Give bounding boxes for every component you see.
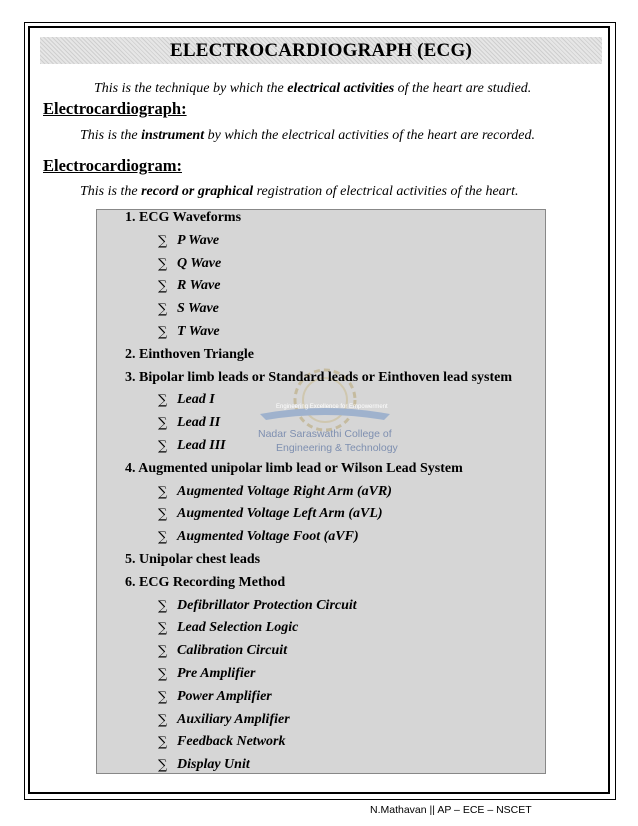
outline-subitem: S Wave [177, 301, 219, 317]
intro-text-post: of the heart are studied. [394, 81, 532, 96]
bullet-icon: ∑ [158, 279, 168, 295]
outline-item: 3. Bipolar limb leads or Standard leads or Einthoven lead system [125, 369, 512, 385]
outline-subitem: Display Unit [177, 757, 250, 773]
watermark-line1: Nadar Saraswathi College of [258, 428, 392, 440]
outline-subitem: Feedback Network [177, 734, 286, 750]
outline-subitem: Lead III [177, 438, 226, 453]
heading-electrocardiogram: Electrocardiogram: [43, 156, 182, 175]
bullet-icon: ∑ [158, 644, 168, 660]
outline-subitem: Pre Amplifier [177, 666, 256, 681]
watermark-line2: Engineering & Technology [276, 442, 398, 454]
bullet-icon: ∑ [158, 507, 168, 523]
bullet-icon: ∑ [158, 667, 168, 682]
outline-subitem: Auxiliary Amplifier [177, 711, 290, 727]
definition1-bold: instrument [141, 128, 205, 143]
bullet-icon: ∑ [158, 393, 168, 409]
outline-item: 6. ECG Recording Method [125, 574, 286, 590]
page-title: ELECTROCARDIOGRAPH (ECG) [170, 39, 472, 61]
bullet-icon: ∑ [158, 689, 168, 705]
bullet-icon: ∑ [158, 484, 168, 500]
bullet-icon: ∑ [158, 530, 168, 546]
definition2-pre: This is the [80, 184, 142, 199]
bullet-icon: ∑ [158, 325, 168, 340]
bullet-icon: ∑ [158, 256, 168, 272]
intro-text-pre: This is the technique by which the [94, 81, 288, 96]
bullet-icon: ∑ [158, 302, 168, 318]
electrocardiogram-definition [80, 184, 519, 200]
intro-text-bold: electrical activities [287, 81, 395, 96]
outline-subitem: Defibrillator Protection Circuit [177, 597, 357, 613]
definition1-post: by which the electrical activities of the heart are recorded. [204, 128, 535, 143]
outline-item: 1. ECG Waveforms [125, 210, 242, 225]
outline-subitem: Power Amplifier [177, 688, 272, 704]
outline-subitem: R Wave [177, 278, 221, 294]
bullet-icon: ∑ [158, 439, 168, 454]
definition1-pre: This is the [80, 128, 142, 143]
outline-item: 2. Einthoven Triangle [125, 346, 255, 362]
intro-paragraph [94, 81, 531, 97]
outline-subitem: Lead Selection Logic [177, 620, 299, 636]
electrocardiograph-definition [80, 128, 535, 144]
definition2-bold: record or graphical [141, 184, 254, 199]
bullet-icon: ∑ [158, 598, 168, 614]
bullet-icon: ∑ [158, 416, 168, 432]
bullet-icon: ∑ [158, 712, 168, 728]
outline-subitem: Calibration Circuit [177, 643, 288, 659]
outline-subitem: Augmented Voltage Left Arm (aVL) [177, 506, 383, 522]
outline-subitem: Augmented Voltage Right Arm (aVR) [177, 483, 392, 499]
outline-subitem: T Wave [177, 324, 220, 339]
page-footer: N.Mathavan || AP – ECE – NSCET [370, 804, 532, 816]
bullet-icon: ∑ [158, 735, 168, 751]
bullet-icon: ∑ [158, 233, 168, 249]
bullet-icon: ∑ [158, 758, 168, 774]
outline-item: 4. Augmented unipolar limb lead or Wilson Lead System [125, 460, 463, 476]
outline-subitem: Lead II [177, 415, 221, 431]
outline-subitem: Q Wave [177, 255, 222, 271]
outline-subitem: P Wave [177, 232, 220, 248]
definition2-post: registration of electrical activities of the heart. [253, 184, 519, 199]
outline-subitem: Augmented Voltage Foot (aVF) [177, 529, 359, 545]
heading-electrocardiograph: Electrocardiograph: [43, 99, 187, 118]
outline-item: 5. Unipolar chest leads [125, 552, 261, 567]
bullet-icon: ∑ [158, 621, 168, 637]
watermark-motto: Engineering Excellence for Empowerment [276, 404, 388, 410]
title-banner [40, 37, 602, 64]
outline-subitem: Lead I [177, 392, 215, 408]
